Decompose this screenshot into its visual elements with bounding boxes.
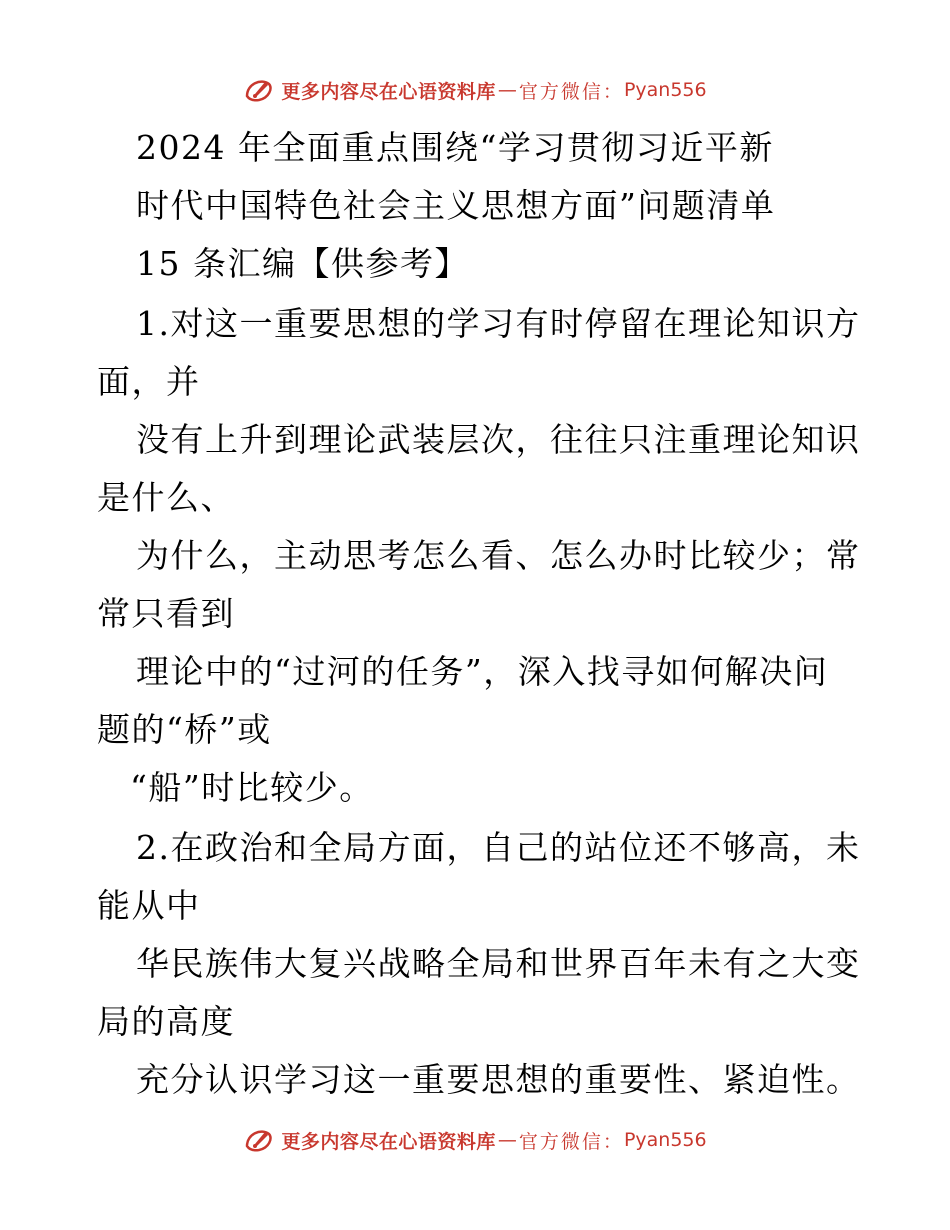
body-line: 1.对这一重要思想的学习有时停留在理论知识方 — [136, 304, 861, 343]
title-line-1: 2024 年全面重点围绕“学习贯彻习近平新 — [136, 128, 774, 167]
body-line: 没有上升到理论武装层次，往往只注重理论知识 — [136, 420, 861, 459]
body-line: 面，并 — [97, 362, 201, 401]
watermark-handle: Pyan556 — [623, 79, 707, 101]
watermark-brand: 更多内容尽在心语资料库 — [281, 1130, 496, 1153]
body-line: 局的高度 — [97, 1002, 235, 1041]
body-line: 题的“桥”或 — [97, 710, 272, 749]
footer-watermark — [0, 1120, 950, 1160]
watermark-separator: — — [497, 1129, 517, 1151]
body-line: “船”时比较少。 — [130, 768, 374, 807]
body-line: 理论中的“过河的任务”，深入找寻如何解决问 — [136, 652, 829, 691]
body-line: 华民族伟大复兴战略全局和世界百年未有之大变 — [136, 944, 861, 983]
body-line: 能从中 — [97, 886, 201, 925]
body-line: 是什么、 — [97, 478, 235, 517]
watermark-separator: — — [497, 79, 517, 101]
body-line: 为什么，主动思考怎么看、怎么办时比较少；常 — [136, 536, 861, 575]
watermark-brand: 更多内容尽在心语资料库 — [281, 80, 496, 103]
title-line-3: 15 条汇编【供参考】 — [136, 244, 469, 283]
body-line: 常只看到 — [97, 594, 235, 633]
body-line: 充分认识学习这一重要思想的重要性、紧迫性。 — [136, 1060, 861, 1099]
watermark-label: 官方微信： — [518, 1130, 624, 1153]
watermark-label: 官方微信： — [518, 80, 624, 103]
watermark-handle: Pyan556 — [623, 1129, 707, 1151]
body-line: 2.在政治和全局方面，自己的站位还不够高，未 — [136, 828, 861, 867]
pen-nib-swirl-icon — [243, 1124, 275, 1156]
title-line-2: 时代中国特色社会主义思想方面”问题清单 — [136, 186, 776, 225]
